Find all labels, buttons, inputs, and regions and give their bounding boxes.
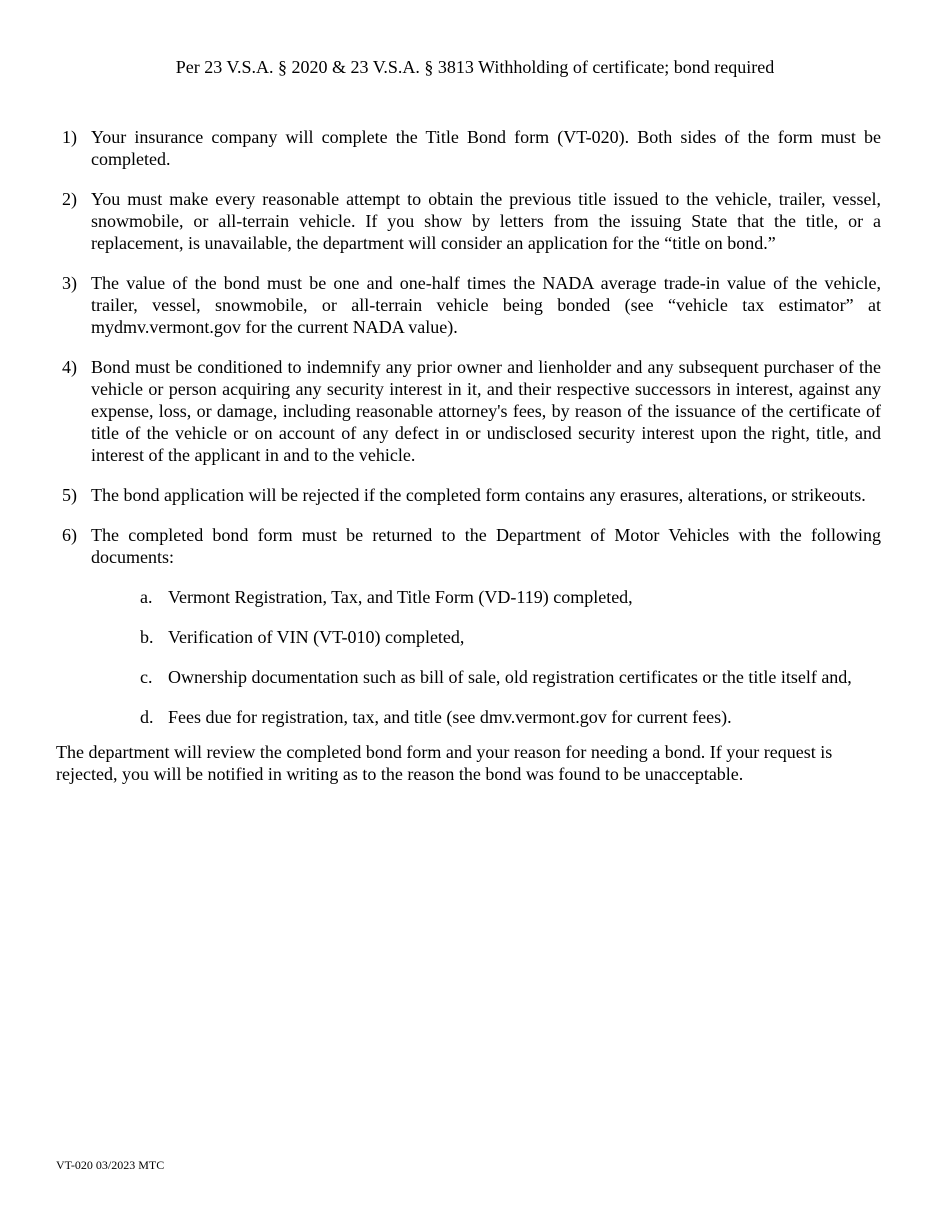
sublist-text: Ownership documentation such as bill of sale, old registration certificates or the title itself and, xyxy=(168,667,852,687)
list-item xyxy=(56,188,881,254)
sublist-item xyxy=(140,626,881,648)
item-text: The completed bond form must be returned to the Department of Motor Vehicles with the following documents: xyxy=(91,525,881,567)
sublist-letter: c. xyxy=(140,667,153,687)
item-number: 6) xyxy=(62,525,77,545)
item-text: The bond application will be rejected if the completed form contains any erasures, alterations, or strikeouts. xyxy=(91,485,866,505)
closing-paragraph: The department will review the completed bond form and your reason for needing a bond. If your request is rejected, you will be notified in writing as to the reason the bond was found to be unacceptable. xyxy=(56,742,833,784)
sublist-item xyxy=(140,666,881,688)
item-text: The value of the bond must be one and one-half times the NADA average trade-in value of the vehicle, trailer, vessel, snowmobile, or all-terrain vehicle being bonded (see “vehicle tax estimator” at mydmv.vermont.gov for the current NADA value). xyxy=(91,273,881,337)
item-text: Bond must be conditioned to indemnify any prior owner and lienholder and any subsequent purchaser of the vehicle or person acquiring any security interest in it, and their respective successors in interest, against any expense, loss, or damage, including reasonable attorney's fees, by reason of the issuance of the certificate of title of the vehicle or on account of any defect in or undisclosed security interest upon the right, title, and interest of the applicant in and to the vehicle. xyxy=(91,357,881,465)
item-number: 3) xyxy=(62,273,77,293)
item-number: 1) xyxy=(62,127,77,147)
documents-sublist xyxy=(56,586,881,728)
list-item xyxy=(56,126,881,170)
sublist-letter: d. xyxy=(140,707,154,727)
item-text: Your insurance company will complete the Title Bond form (VT-020). Both sides of the form must be completed. xyxy=(91,127,881,169)
sublist-letter: b. xyxy=(140,627,154,647)
list-item xyxy=(56,272,881,338)
document-heading: Per 23 V.S.A. § 2020 & 23 V.S.A. § 3813 Withholding of certificate; bond required xyxy=(175,57,775,77)
sublist-text: Fees due for registration, tax, and title (see dmv.vermont.gov for current fees). xyxy=(168,707,732,727)
list-item xyxy=(56,524,881,568)
sublist-item xyxy=(140,706,881,728)
sublist-text: Vermont Registration, Tax, and Title Form (VD-119) completed, xyxy=(168,587,633,607)
item-text: You must make every reasonable attempt to obtain the previous title issued to the vehicle, trailer, vessel, snowmobile, or all-terrain vehicle. If you show by letters from the issuing State that the title, or a replacement, is unavailable, the department will consider an application for the “title on bond.” xyxy=(91,189,881,253)
item-number: 5) xyxy=(62,485,77,505)
requirements-list xyxy=(56,126,881,746)
item-number: 2) xyxy=(62,189,77,209)
item-number: 4) xyxy=(62,357,77,377)
documents-sublist-container xyxy=(56,586,881,728)
sublist-item xyxy=(140,586,881,608)
list-item xyxy=(56,356,881,466)
form-footer: VT-020 03/2023 MTC xyxy=(56,1158,165,1172)
list-item xyxy=(56,484,881,506)
sublist-text: Verification of VIN (VT-010) completed, xyxy=(168,627,465,647)
sublist-letter: a. xyxy=(140,587,153,607)
